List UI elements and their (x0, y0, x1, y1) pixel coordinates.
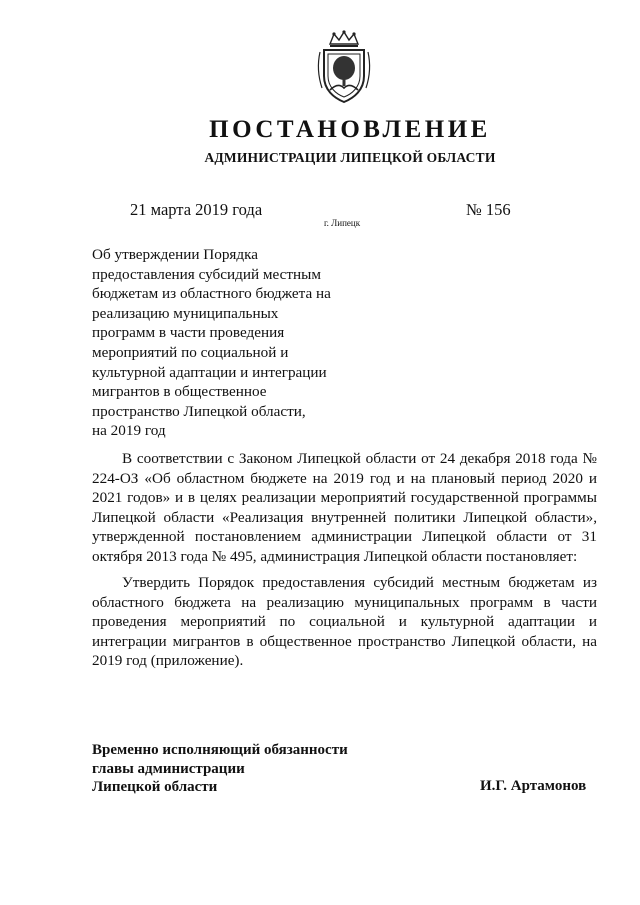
issuing-authority: АДМИНИСТРАЦИИ ЛИПЕЦКОЙ ОБЛАСТИ (204, 150, 496, 165)
subject-line: культурной адаптации и интеграции (92, 363, 327, 381)
subject-line: мероприятий по социальной и (92, 343, 289, 361)
document-place: г. Липецк (324, 218, 361, 228)
subject-line: на 2019 год (92, 422, 166, 440)
signatory-position-line: Временно исполняющий обязанности (92, 742, 348, 758)
subject-line: Об утверждении Порядка (92, 246, 259, 263)
document-title: ПОСТАНОВЛЕНИЕ (209, 116, 491, 143)
subject-line: реализацию муниципальных (92, 304, 279, 322)
subject-line: мигрантов в общественное (92, 383, 267, 401)
subject-line: предоставления субсидий местным (92, 265, 321, 283)
document-date: 21 марта 2019 года (130, 200, 263, 219)
subject-line: программ в части проведения (92, 324, 285, 342)
subject-line: бюджетам из областного бюджета на (92, 285, 331, 303)
coat-of-arms-icon (312, 30, 376, 106)
document-number: № 156 (466, 200, 511, 219)
signatory-position-line: главы администрации (92, 760, 245, 777)
signatory-position-line: Липецкой области (92, 779, 218, 795)
preamble-paragraph: В соответствии с Законом Липецкой области от 24 декабря 2018 года № 224-ОЗ «Об областном бюджете на 2019 год и на плановый период 2020 и 2021 годов» и в целях реализации мероприятий государственной программы Липецкой области «Реализация внутренней политики Липецкой области», утвержденной постановлением администрации Липецкой области от 31 октября 2013 года № 495, администрация Липецкой области постановляет: (92, 450, 597, 565)
document-subject (92, 245, 352, 441)
resolution-paragraph: Утвердить Порядок предоставления субсидий местным бюджетам из областного бюджета на реализацию муниципальных программ в части проведения мероприятий по социальной и культурной адаптации и интеграции мигрантов в общественное пространство Липецкой области, на 2019 год (приложение). (92, 574, 597, 670)
signatory-name: И.Г. Артамонов (480, 778, 587, 794)
subject-line: пространство Липецкой области, (92, 402, 306, 420)
signatory-position (92, 741, 348, 797)
